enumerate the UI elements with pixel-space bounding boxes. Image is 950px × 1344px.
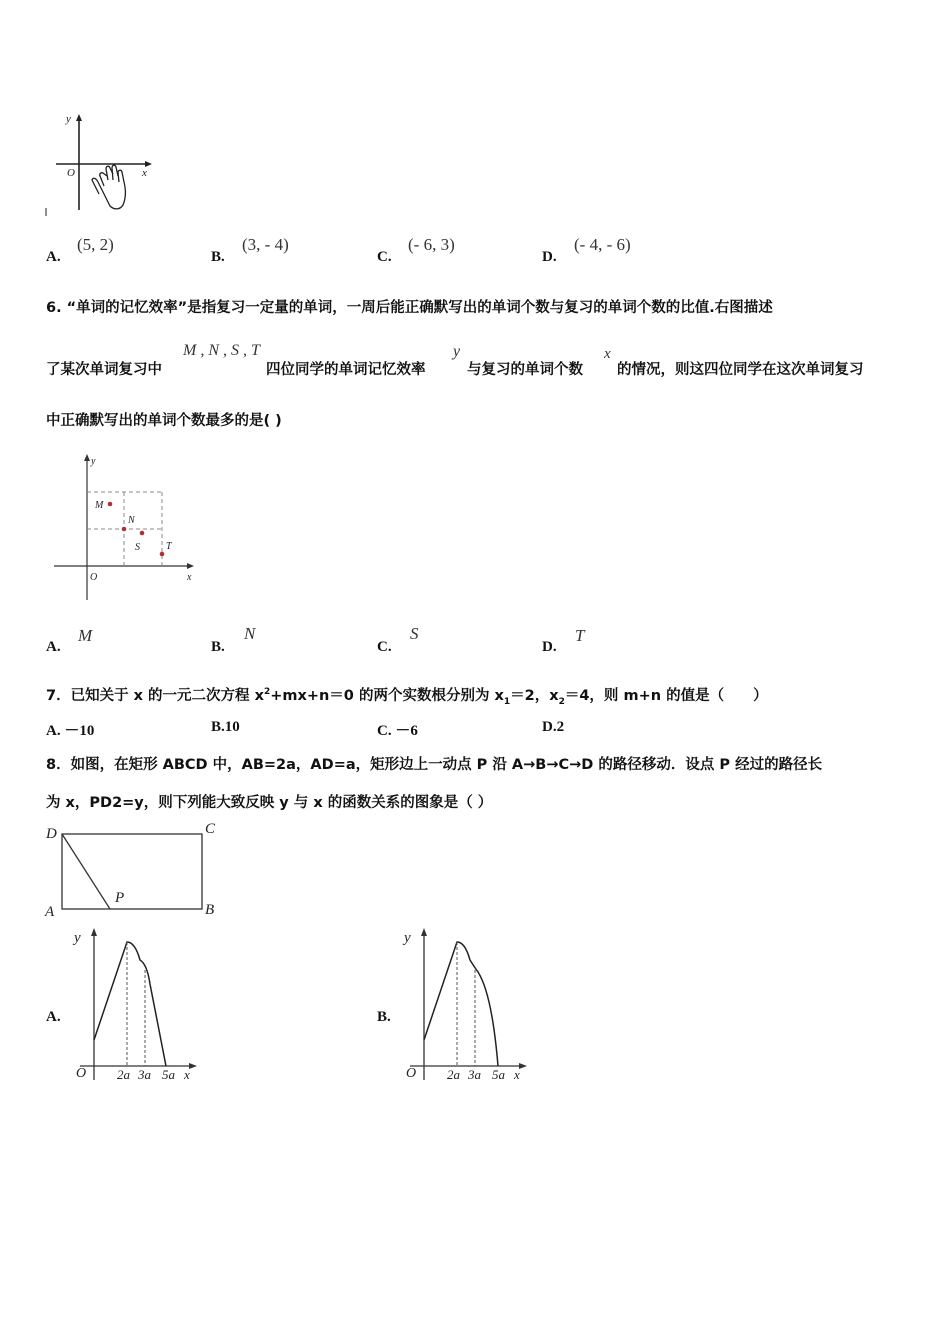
q6-option-a-value: M [78, 626, 93, 645]
q5-option-d-letter[interactable]: D. [542, 249, 557, 265]
q8-option-b-graph[interactable] [400, 924, 535, 1084]
graph-a-tick-5a: 5a [162, 1067, 175, 1082]
graph-b-x-label: x [514, 1067, 520, 1082]
q6-point-t-label: T [166, 541, 172, 552]
q7-option-a[interactable]: A. －10 [46, 723, 95, 739]
q6-stem-line2-b: 四位同学的单词记忆效率 [266, 362, 426, 378]
q5-option-c-value: (- 6, 3) [408, 235, 455, 254]
point-n [122, 527, 127, 532]
q8-option-b-letter[interactable]: B. [377, 1009, 391, 1025]
point-m [108, 502, 113, 507]
q8-stem-line1: 8．如图，在矩形 ABCD 中，AB=2a，AD=a，矩形边上一动点 P 沿 A→B→C→D 的路径移动．设点 P 经过的路径长 [46, 757, 823, 773]
q7-stem: 7．已知关于 x 的一元二次方程 $x^2+mx+n=0$ 的两个实数根分别为 $x_1=2$，$x_2=4$，则 m+n 的值是（ ） [46, 687, 768, 707]
q6-option-b-value: N [244, 624, 256, 643]
graph-b-tick-2a: 2a [447, 1067, 460, 1082]
q6-option-d-letter[interactable]: D. [542, 639, 557, 655]
graph-b-origin: O [406, 1066, 417, 1081]
q5-option-d-value: (- 4, - 6) [574, 235, 631, 254]
rect-label-c: C [205, 821, 216, 837]
q6-option-a-letter[interactable]: A. [46, 639, 61, 655]
q6-y-label: y [91, 456, 96, 467]
hand-icon [92, 165, 125, 209]
q5-option-c-letter[interactable]: C. [377, 249, 392, 265]
q6-point-m-label: M [95, 500, 104, 511]
q6-x-label: x [187, 572, 192, 583]
graph-a-x-label: x [184, 1067, 190, 1082]
q8-option-a-graph[interactable] [70, 924, 205, 1084]
q6-var-x: x [604, 346, 611, 362]
q6-point-s-label: S [135, 542, 140, 553]
q5-option-b-value: (3, - 4) [242, 235, 289, 254]
q6-option-d-value: T [575, 626, 585, 645]
q7-option-c[interactable]: C. －6 [377, 723, 418, 739]
q7-option-b[interactable]: B.10 [211, 719, 240, 735]
graph-a-y-label: y [74, 930, 81, 946]
graph-a-origin: O [76, 1066, 87, 1081]
graph-b-tick-3a: 3a [468, 1067, 481, 1082]
q6-stem-line2-c: 与复习的单词个数 [467, 362, 583, 378]
graph-a-tick-3a: 3a [138, 1067, 151, 1082]
point-t [160, 552, 165, 557]
q5-origin-label: O [67, 167, 75, 179]
q5-option-a-letter[interactable]: A. [46, 249, 61, 265]
graph-a-tick-2a: 2a [117, 1067, 130, 1082]
q6-stem-line2-d: 的情况，则这四位同学在这次单词复习 [617, 362, 864, 378]
rect-label-p: P [115, 890, 125, 906]
q5-x-label: x [142, 167, 147, 179]
q6-vars-mnst: M , N , S , T [183, 342, 260, 359]
q6-option-c-letter[interactable]: C. [377, 639, 392, 655]
q5-option-b-letter[interactable]: B. [211, 249, 225, 265]
q5-option-a-value: (5, 2) [77, 235, 114, 254]
rect-label-d: D [46, 826, 57, 842]
q8-stem-line2: 为 x，PD2=y，则下列能大致反映 y 与 x 的函数关系的图象是（ ） [46, 795, 493, 811]
q6-stem-line2-a: 了某次单词复习中 [46, 362, 162, 378]
q6-stem-line1: 6. “单词的记忆效率”是指复习一定量的单词，一周后能正确默写出的单词个数与复习的单词个数的比值.右图描述 [46, 300, 773, 316]
q6-stem-line3: 中正确默写出的单词个数最多的是( ) [46, 413, 282, 429]
q6-option-c-value: S [410, 624, 419, 643]
q6-option-b-letter[interactable]: B. [211, 639, 225, 655]
q6-efficiency-figure [50, 450, 200, 605]
q6-var-y: y [453, 343, 461, 360]
graph-b-tick-5a: 5a [492, 1067, 505, 1082]
graph-b-y-label: y [404, 930, 411, 946]
q8-rectangle-figure [40, 818, 230, 922]
q5-hand-figure [44, 110, 156, 218]
point-s [140, 531, 145, 536]
rect-label-b: B [205, 902, 215, 918]
rect-label-a: A [45, 904, 55, 920]
q8-option-a-letter[interactable]: A. [46, 1009, 61, 1025]
q5-y-label: y [66, 113, 71, 125]
q6-origin-label: O [90, 572, 98, 583]
q7-option-d[interactable]: D.2 [542, 719, 565, 735]
q6-point-n-label: N [128, 515, 135, 526]
